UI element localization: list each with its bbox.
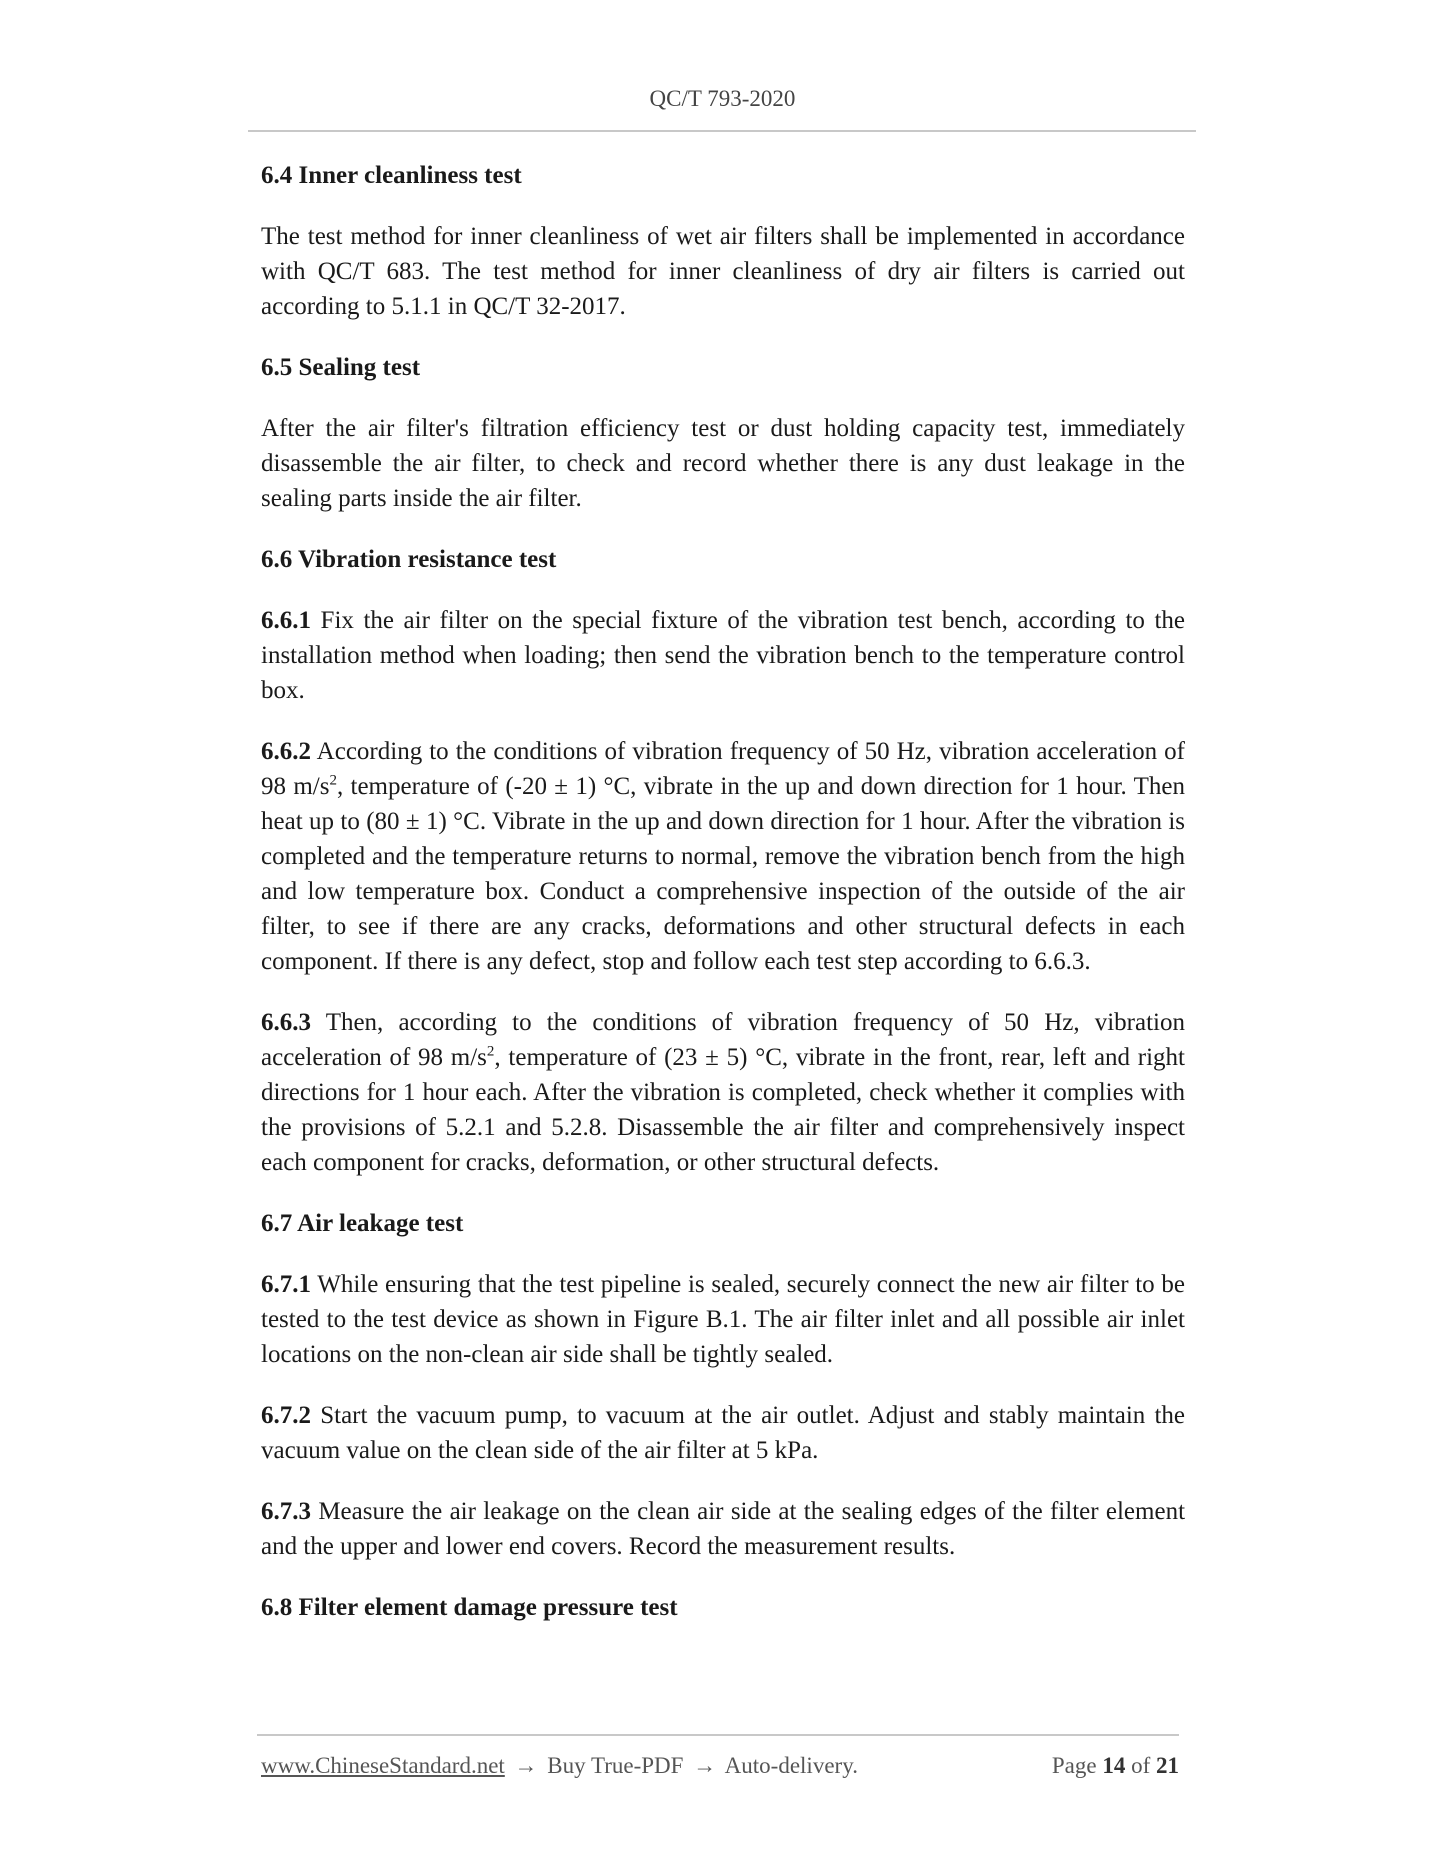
clause-number: 6.6.3: [261, 1009, 311, 1036]
paragraph-6-4: The test method for inner cleanliness of wet air filters shall be implemented in accordance with QC/T 683. The test method for inner cleanliness of dry air filters is carried out according to 5.1.1 in QC/T 32-2017.: [261, 223, 1185, 320]
page-footer: [261, 1753, 1179, 1785]
buy-pdf-text: Buy True-PDF: [547, 1753, 684, 1778]
paragraph-6-6-1: [261, 603, 1185, 708]
document-code-header: QC/T 793-2020: [649, 86, 796, 111]
superscript: 2: [329, 772, 337, 789]
clause-number: 6.6.1: [261, 607, 311, 634]
clause-text: While ensuring that the test pipeline is sealed, securely connect the new air filter to be tested to the test device as shown in Figure B.1. The air filter inlet and all possible air inlet locations on the non-clean air side shall be tightly sealed.: [261, 1271, 1185, 1368]
of-label: of: [1131, 1753, 1151, 1778]
clause-text: Start the vacuum pump, to vacuum at the air outlet. Adjust and stably maintain the vacuum value on the clean side of the air filter at 5 kPa.: [261, 1402, 1186, 1464]
page-label: Page: [1051, 1753, 1097, 1778]
superscript: 2: [486, 1043, 495, 1060]
arrow-right-icon: →: [514, 1753, 538, 1778]
clause-number: 6.7.1: [261, 1271, 311, 1298]
clause-text-continued: , temperature of (-20 ± 1) °C, vibrate in the up and down direction for 1 hour. Then heat up to (80 ± 1) °C. Vibrate in the up and down direction for 1 hour. After the vibration is completed and the temperature returns to normal, remove the vibration bench from the high and low temperature box. Conduct a comprehensive inspection of the outside of the air filter, to see if there are any cracks, deformations and other structural defects in each component. If there is any defect, stop and follow each test step according to 6.6.3.: [261, 773, 1185, 975]
page-current: 14: [1102, 1753, 1126, 1778]
clause-number: 6.6.2: [261, 738, 311, 765]
clause-text: Fix the air filter on the special fixture of the vibration test bench, according to the installation method when loading; then send the vibration bench to the temperature control box.: [261, 607, 1185, 704]
auto-delivery-text: Auto-delivery.: [724, 1753, 858, 1778]
clause-number: 6.7.3: [261, 1498, 311, 1525]
arrow-right-icon: →: [693, 1753, 717, 1778]
section-heading-6-7: 6.7 Air leakage test: [261, 1210, 464, 1237]
site-link[interactable]: www.ChineseStandard.net: [261, 1753, 505, 1778]
page-body: [261, 158, 1185, 1651]
section-heading-6-4: 6.4 Inner cleanliness test: [261, 162, 522, 189]
section-heading-6-8: 6.8 Filter element damage pressure test: [261, 1594, 678, 1621]
paragraph-6-5: After the air filter's filtration efficiency test or dust holding capacity test, immediately disassemble the air filter, to check and record whether there is any dust leakage in the sealing parts inside the air filter.: [261, 415, 1185, 512]
paragraph-6-7-1: [261, 1267, 1185, 1372]
header-divider: [248, 130, 1196, 132]
section-heading-6-5: 6.5 Sealing test: [261, 354, 421, 381]
page-number: [1052, 1753, 1179, 1779]
clause-text: Then, according to the conditions of vibration frequency of 50 Hz, vibration acceleration of 98 m/s: [261, 1009, 1185, 1071]
clause-text: According to the conditions of vibration frequency of 50 Hz, vibration acceleration of 98 m/s: [261, 738, 1185, 800]
clause-text-continued: , temperature of (23 ± 5) °C, vibrate in the front, rear, left and right directions for 1 hour each. After the vibration is completed, check whether it complies with the provisions of 5.2.1 and 5.2.8. Disassemble the air filter and comprehensively inspect each component for cracks, deformation, or other structural defects.: [261, 1044, 1186, 1176]
paragraph-6-7-3: [261, 1494, 1185, 1564]
section-heading-6-6: 6.6 Vibration resistance test: [261, 546, 557, 573]
footer-divider: [257, 1734, 1179, 1736]
page-total: 21: [1156, 1753, 1179, 1778]
footer-links: [261, 1753, 858, 1779]
clause-text: Measure the air leakage on the clean air side at the sealing edges of the filter element and the upper and lower end covers. Record the measurement results.: [261, 1498, 1186, 1560]
paragraph-6-6-2: [261, 734, 1185, 979]
clause-number: 6.7.2: [261, 1402, 311, 1429]
paragraph-6-6-3: [261, 1005, 1185, 1180]
paragraph-6-7-2: [261, 1398, 1185, 1468]
